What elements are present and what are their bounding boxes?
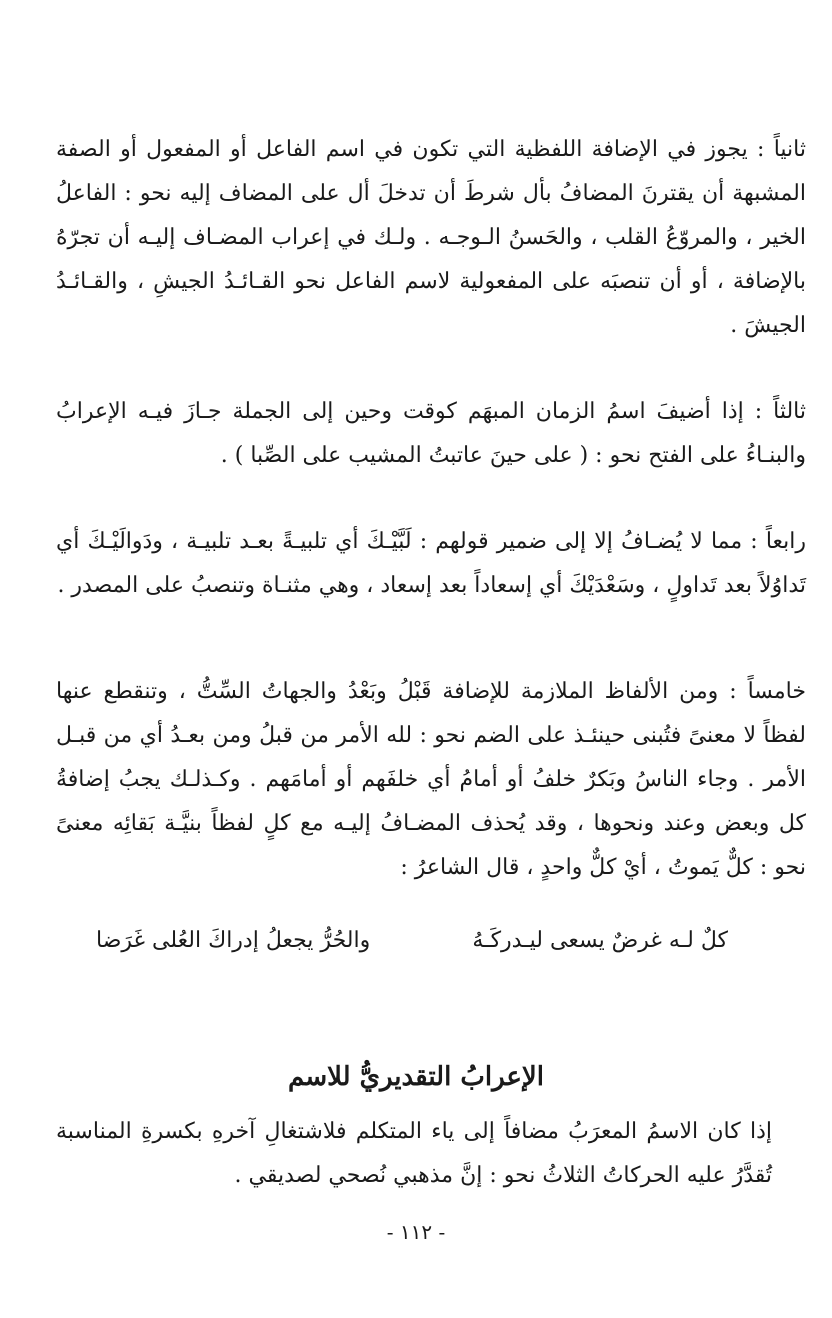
section-second bbox=[56, 128, 806, 348]
verse-first-hemistich: كلٌ لـه غرضٌ يسعى ليـدركَـهُ bbox=[472, 928, 728, 953]
section-label: ثالثاً : bbox=[754, 399, 806, 424]
page-number: - ١١٢ - bbox=[386, 1220, 446, 1244]
section-fifth bbox=[56, 670, 806, 890]
section-label: ثانياً : bbox=[757, 137, 806, 162]
section-text: ومن الألفاظ الملازمة للإضافة قَبْلُ وبَعْدُ والجهاتُ السِّتُّ ، وتنقطع عنها لفظاً لا معنىً فتُبنى حينئـذ على الضم نحو : لله الأمر من قبلُ ومن بعـدُ أي من قبـل الأمر . وجاء الناسُ وبَكرٌ خلفُ أو أمامُ أي خلفَهم أو أمامَهم . وكـذلـك يجبُ إضافةُ كل وبعض وعند ونحوها ، وقد يُحذف المضـافُ إليـه مع كلٍ لفظاً بنيَّـة بَقائِه معنىً نحو : كلٌّ يَموتُ ، أيْ كلٌّ واحدٍ ، قال الشاعرُ : bbox=[56, 679, 806, 880]
section-label: خامساً : bbox=[729, 679, 806, 704]
section-third bbox=[56, 390, 806, 478]
section-heading: الإعرابُ التقديريُّ للاسم bbox=[288, 1062, 544, 1092]
verse-second-hemistich: والحُرُّ يجعلُ إدراكَ العُلى غَرَضا bbox=[96, 928, 371, 953]
section-text: مما لا يُضـافُ إلا إلى ضمير قولهم : لَبَّيْـكَ أي تلبيـةً بعـد تلبيـة ، ودَوالَيْـكَ أي تَداوُلاً بعد تَداولٍ ، وسَعْدَيْكَ أي إسعاداً بعد إسعاد ، وهي مثنـاة وتنصبُ على المصدر . bbox=[56, 529, 806, 598]
section-text: إذا أضيفَ اسمُ الزمان المبهَم كوقت وحين إلى الجملة جـازَ فيـه الإعرابُ والبنـاءُ على الفتح نحو : ( على حينَ عاتبتُ المشيب على الصِّبا ) . bbox=[56, 399, 806, 468]
final-paragraph: إذا كان الاسمُ المعرَبُ مضافاً إلى ياء المتكلم فلاشتغالِ آخرهِ بكسرةِ المناسبة تُقدَّرُ عليه الحركاتُ الثلاثُ نحو : إنَّ مذهبي نُصحي لصديقي . bbox=[56, 1119, 772, 1188]
section-text: يجوز في الإضافة اللفظية التي تكون في اسم الفاعل أو المفعول أو الصفة المشبهة أن يقترنَ المضافُ بأل شرطَ أن تدخلَ أل على المضاف إليه نحو : الفاعلُ الخير ، والمروّعُ القلب ، والحَسنُ الـوجـه . ولـك في إعراب المضـاف إليـه أن تجرّهُ بالإضافة ، أو أن تنصبَه على المفعولية لاسم الفاعل نحو القـائـدُ الجيشِ ، والقـائـدُ الجيشَ . bbox=[56, 137, 806, 338]
section-label: رابعاً : bbox=[750, 529, 806, 554]
section-fourth bbox=[56, 520, 806, 608]
poetry-verse bbox=[96, 917, 728, 965]
